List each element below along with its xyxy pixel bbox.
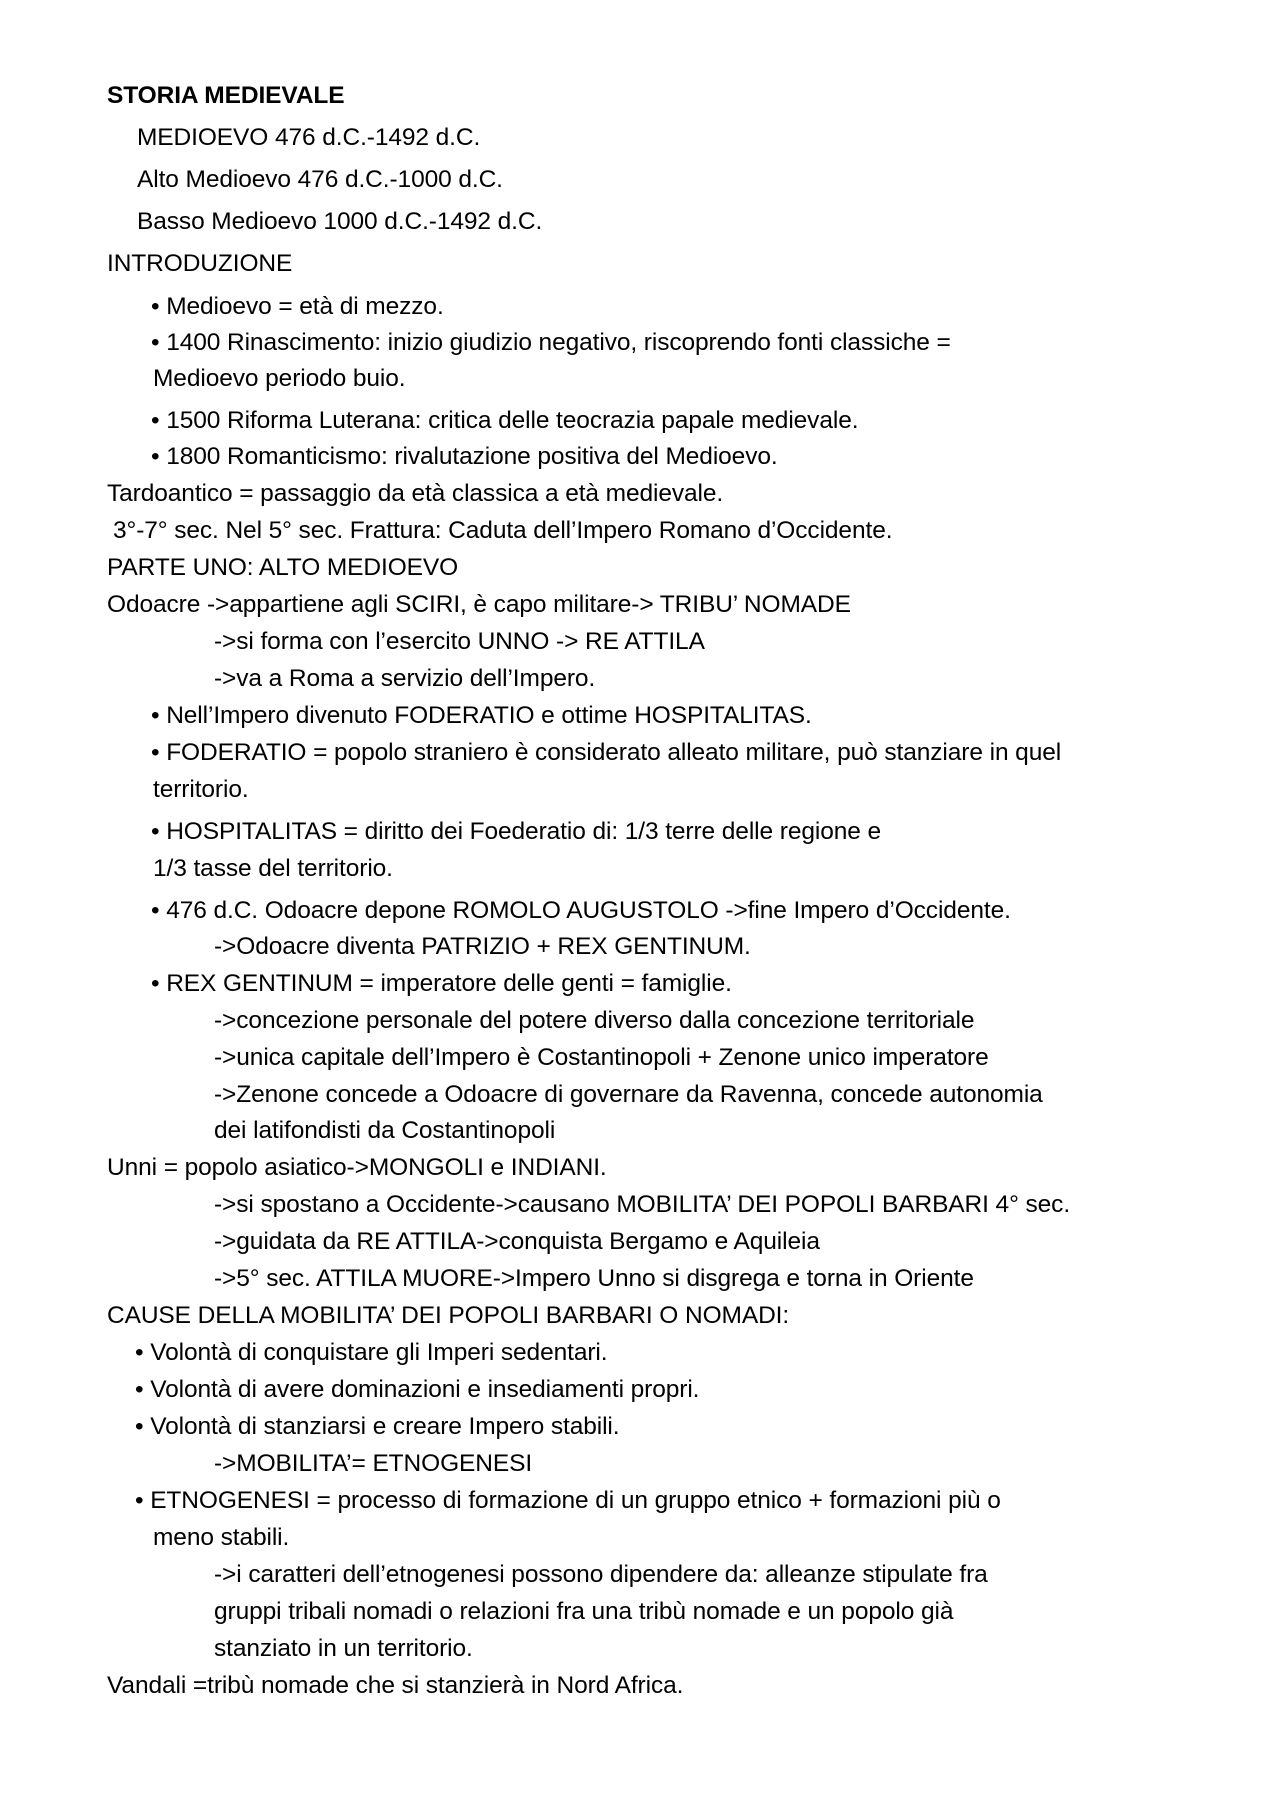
text-line: Unni = popolo asiatico->MONGOLI e INDIANI.	[107, 1154, 607, 1181]
text-line: ->concezione personale del potere diverso dalla concezione territoriale	[214, 1007, 975, 1034]
list-item	[135, 1338, 607, 1368]
text-line: Basso Medioevo 1000 d.C.-1492 d.C.	[137, 208, 543, 235]
text-line: dei latifondisti da Costantinopoli	[214, 1117, 556, 1144]
text-line: ->i caratteri dell’etnogenesi possono dipendere da: alleanze stipulate fra	[214, 1561, 988, 1588]
text-line: 1/3 tasse del territorio.	[153, 855, 393, 882]
text-line: ->Zenone concede a Odoacre di governare da Ravenna, concede autonomia	[214, 1081, 1043, 1108]
text-line: MEDIOEVO 476 d.C.-1492 d.C.	[137, 124, 481, 151]
bullet-icon: •	[151, 818, 160, 845]
list-item-text: 1800 Romanticismo: rivalutazione positiva del Medioevo.	[166, 443, 778, 470]
text-line: Vandali =tribù nomade che si stanzierà in Nord Africa.	[107, 1672, 684, 1699]
text-line: meno stabili.	[153, 1524, 290, 1551]
section-heading: INTRODUZIONE	[107, 250, 293, 277]
list-item	[135, 1412, 620, 1442]
section-heading: PARTE UNO: ALTO MEDIOEVO	[107, 554, 459, 581]
list-item	[135, 1486, 1001, 1516]
list-item-text: 476 d.C. Odoacre depone ROMOLO AUGUSTOLO ->fine Impero d’Occidente.	[166, 897, 1011, 924]
list-item	[135, 1375, 699, 1405]
list-item-text: Volontà di avere dominazioni e insediamenti propri.	[150, 1376, 700, 1403]
bullet-icon: •	[135, 1487, 144, 1514]
bullet-icon: •	[151, 970, 160, 997]
list-item-text: HOSPITALITAS = diritto dei Foederatio di: 1/3 terre delle regione e	[166, 818, 882, 845]
bullet-icon: •	[151, 407, 160, 434]
section-heading: CAUSE DELLA MOBILITA’ DEI POPOLI BARBARI O NOMADI:	[107, 1302, 790, 1329]
bullet-icon: •	[135, 1339, 144, 1366]
text-line: 3°-7° sec. Nel 5° sec. Frattura: Caduta dell’Impero Romano d’Occidente.	[113, 517, 893, 544]
text-line: Alto Medioevo 476 d.C.-1000 d.C.	[137, 166, 503, 193]
text-line: stanziato in un territorio.	[214, 1635, 473, 1662]
text-line: ->Odoacre diventa PATRIZIO + REX GENTINUM.	[214, 933, 751, 960]
list-item-text: Volontà di stanziarsi e creare Impero stabili.	[150, 1413, 620, 1440]
list-item	[151, 442, 778, 472]
text-line: ->guidata da RE ATTILA->conquista Bergamo e Aquileia	[214, 1228, 820, 1255]
list-item	[151, 738, 1061, 768]
list-item	[151, 817, 881, 847]
list-item	[151, 896, 1011, 926]
bullet-icon: •	[151, 293, 160, 320]
bullet-icon: •	[135, 1413, 144, 1440]
list-item	[151, 406, 858, 436]
list-item-text: Nell’Impero divenuto FODERATIO e ottime HOSPITALITAS.	[166, 702, 812, 729]
list-item-text: REX GENTINUM = imperatore delle genti = famiglie.	[166, 970, 732, 997]
list-item-text: 1500 Riforma Luterana: critica delle teocrazia papale medievale.	[166, 407, 859, 434]
document-title: STORIA MEDIEVALE	[107, 82, 345, 109]
text-line: Medioevo periodo buio.	[153, 365, 406, 392]
list-item	[151, 969, 732, 999]
list-item-text: Medioevo = età di mezzo.	[166, 293, 444, 320]
text-line: ->si spostano a Occidente->causano MOBILITA’ DEI POPOLI BARBARI 4° sec.	[214, 1191, 1071, 1218]
list-item-text: 1400 Rinascimento: inizio giudizio negativo, riscoprendo fonti classiche =	[166, 329, 951, 356]
list-item-text: ETNOGENESI = processo di formazione di un gruppo etnico + formazioni più o	[150, 1487, 1001, 1514]
bullet-icon: •	[151, 329, 160, 356]
list-item	[151, 701, 812, 731]
list-item	[151, 328, 951, 358]
bullet-icon: •	[151, 897, 160, 924]
text-line: Tardoantico = passaggio da età classica a età medievale.	[107, 480, 724, 507]
bullet-icon: •	[151, 739, 160, 766]
text-line: Odoacre ->appartiene agli SCIRI, è capo militare-> TRIBU’ NOMADE	[107, 591, 851, 618]
text-line: ->si forma con l’esercito UNNO -> RE ATTILA	[214, 628, 705, 655]
text-line: territorio.	[153, 776, 249, 803]
text-line: ->va a Roma a servizio dell’Impero.	[214, 665, 596, 692]
list-item-text: FODERATIO = popolo straniero è considerato alleato militare, può stanziare in quel	[166, 739, 1062, 766]
list-item-text: Volontà di conquistare gli Imperi sedentari.	[150, 1339, 608, 1366]
bullet-icon: •	[135, 1376, 144, 1403]
bullet-icon: •	[151, 702, 160, 729]
text-line: ->MOBILITA’= ETNOGENESI	[214, 1450, 533, 1477]
list-item	[151, 292, 444, 322]
bullet-icon: •	[151, 443, 160, 470]
text-line: gruppi tribali nomadi o relazioni fra una tribù nomade e un popolo già	[214, 1598, 954, 1625]
text-line: ->unica capitale dell’Impero è Costantinopoli + Zenone unico imperatore	[214, 1044, 989, 1071]
text-line: ->5° sec. ATTILA MUORE->Impero Unno si disgrega e torna in Oriente	[214, 1265, 974, 1292]
